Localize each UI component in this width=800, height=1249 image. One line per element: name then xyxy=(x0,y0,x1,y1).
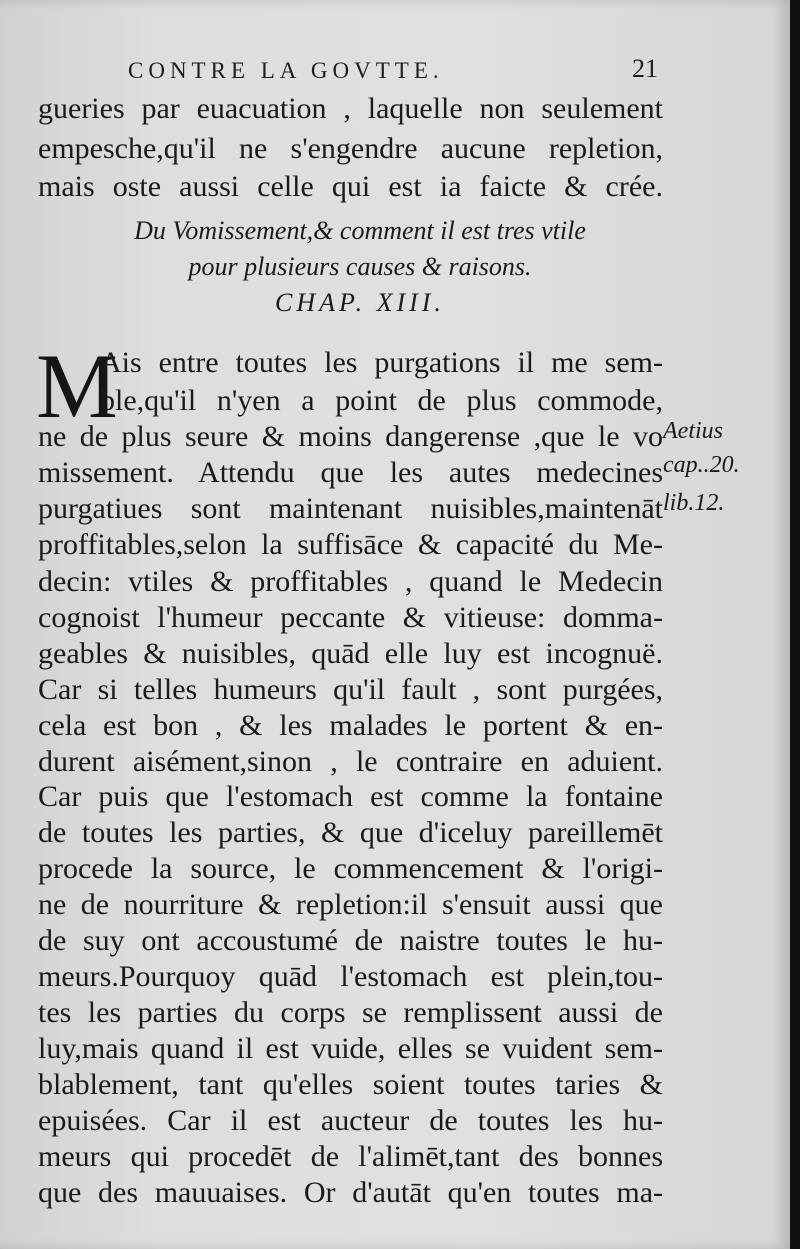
running-head xyxy=(128,54,658,88)
text-line: cela est bon , & les malades le portent & en- xyxy=(38,709,663,742)
text-line: epuisées. Car il est aucteur de toutes les hu- xyxy=(38,1104,663,1137)
text-line: que des mauuaises. Or d'autāt qu'en toutes ma- xyxy=(38,1176,663,1209)
text-line: blablement, tant qu'elles soient toutes taries & xyxy=(38,1068,663,1101)
text-line: ne de plus seure & moins dangerense ,que le vo xyxy=(38,420,663,453)
text-line: ne de nourriture & repletion:il s'ensuit aussi que xyxy=(38,888,663,921)
text-line: cognoist l'humeur peccante & vitieuse: domma- xyxy=(38,601,663,634)
text-line: mais oste aussi celle qui est ia faicte & crée. xyxy=(38,170,663,203)
text-line: empesche,qu'il ne s'engendre aucune repletion, xyxy=(38,132,663,165)
chapter-title-line: Du Vomissement,& comment il est tres vtile xyxy=(134,216,586,245)
text-line: meurs qui procedēt de l'alimēt,tant des bonnes xyxy=(38,1140,663,1173)
text-line: Ais entre toutes les purgations il me sem- xyxy=(100,346,663,379)
text-line: procede la source, le commencement & l'origi- xyxy=(38,852,663,885)
chapter-number: CHAP. XIII. xyxy=(275,288,445,317)
marginal-note: cap..20. xyxy=(663,452,740,478)
text-line: purgatiues sont maintenant nuisibles,maintenāt xyxy=(38,492,663,525)
text-line: Car si telles humeurs qu'il fault , sont purgées, xyxy=(38,673,663,706)
text-line: tes les parties du corps se remplissent aussi de xyxy=(38,996,663,1029)
running-head-title: CONTRE LA GOVTTE. xyxy=(128,58,444,83)
text-line: luy,mais quand il est vuide, elles se vuident sem- xyxy=(38,1032,663,1065)
text-line: ble,qu'il n'yen a point de plus commode, xyxy=(100,384,663,417)
text-line: meurs.Pourquoy quād l'estomach est plein,tou- xyxy=(38,960,663,993)
text-line: decin: vtiles & proffitables , quand le Medecin xyxy=(38,565,663,598)
text-line: durent aisément,sinon , le contraire en aduient. xyxy=(38,745,663,778)
text-line: gueries par euacuation , laquelle non seulement xyxy=(38,92,663,125)
marginal-note: lib.12. xyxy=(663,490,725,516)
page-number: 21 xyxy=(632,54,658,83)
drop-cap: M xyxy=(36,335,118,437)
marginal-note: Aetius xyxy=(663,418,723,444)
text-line: geables & nuisibles, quād elle luy est incognuë. xyxy=(38,637,663,670)
text-line: missement. Attendu que les autes medecines xyxy=(38,456,663,489)
text-line: de suy ont accoustumé de naistre toutes le hu- xyxy=(38,924,663,957)
chapter-title-line: pour plusieurs causes & raisons. xyxy=(188,252,532,281)
page-edge xyxy=(790,0,800,1249)
text-line: Car puis que l'estomach est comme la fontaine xyxy=(38,780,663,813)
text-line: proffitables,selon la suffisāce & capacité du Me- xyxy=(38,528,663,561)
text-line: de toutes les parties, & que d'iceluy pareillemēt xyxy=(38,816,663,849)
